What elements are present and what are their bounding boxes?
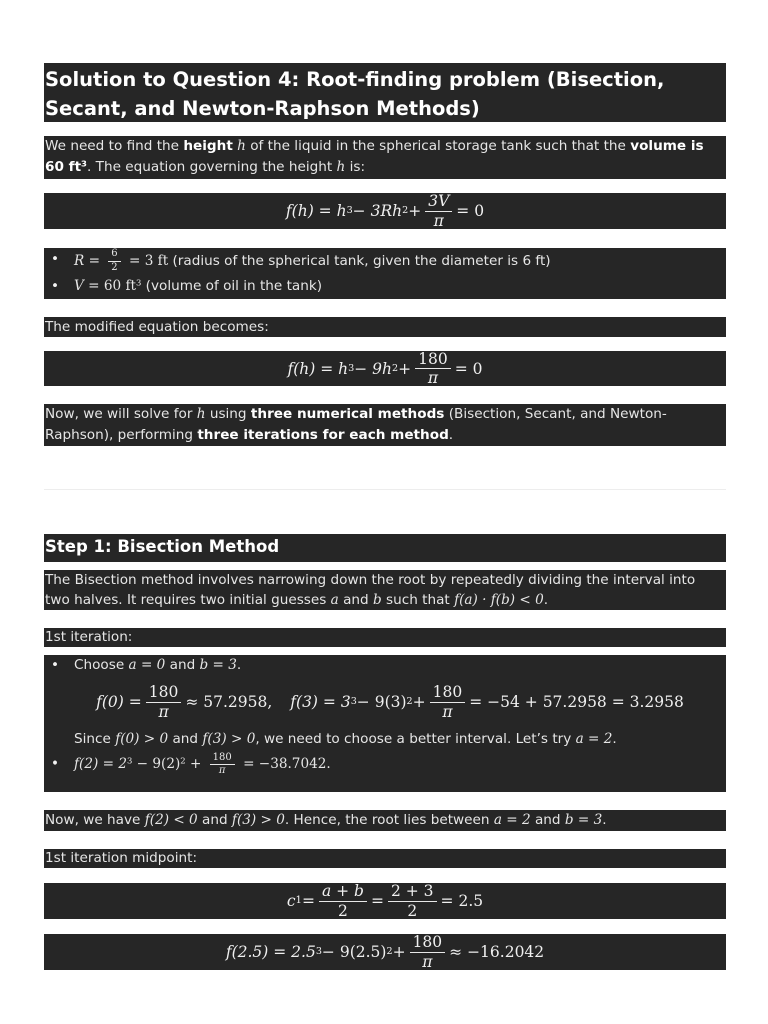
list-item-choose xyxy=(44,655,726,676)
iter1-since-2: and xyxy=(168,731,203,747)
iter1-since-text xyxy=(44,728,726,752)
param-v-text: (volume of oil in the tank) xyxy=(141,278,323,294)
param-r-fraction xyxy=(108,249,120,273)
f25-numerator: 180 xyxy=(410,934,446,952)
param-v-value: = 60 ft xyxy=(83,278,136,294)
iter1-since-f3: f(3) > 0 xyxy=(202,731,256,747)
param-v-exp: 3 xyxy=(135,277,142,288)
eq2-rhs: = 0 xyxy=(454,359,483,378)
iter1-f2-mid: − 9(2) xyxy=(132,756,181,772)
c1-eq2: = xyxy=(370,892,384,910)
iter1-choose: Choose xyxy=(74,657,129,673)
list-item-f2 xyxy=(44,752,726,777)
iter1-since-1: Since xyxy=(74,731,116,747)
iteration1-block xyxy=(44,655,726,792)
page-title: Solution to Question 4: Root-finding problem (Bisection, Secant, and Newton-Raphson Methods) xyxy=(44,63,726,122)
step1-text-2: and xyxy=(338,592,373,608)
eq2-plus: + xyxy=(398,359,412,378)
iter1-f3-fraction xyxy=(430,684,466,720)
iter1-f3-lhs: f(3) = 3 xyxy=(290,693,351,711)
equation-governing: f(h) = h 3 − 3Rh 2 + $\frac{3V}{\pi}$ = 0 xyxy=(44,193,726,229)
iter1-since-f0: f(0) > 0 xyxy=(115,731,169,747)
step1-heading: Step 1: Bisection Method xyxy=(44,534,726,562)
c1-denominator-1: 2 xyxy=(338,901,348,920)
step1-text-1: The Bisection method involves narrowing down the root by repeatedly dividing the interval into two halves. It requires two initial guesses xyxy=(45,572,696,608)
methods-text-4: . xyxy=(448,427,454,443)
iter1-f0-denominator: π xyxy=(158,702,169,721)
midpoint-label: 1st iteration midpoint: xyxy=(44,849,726,868)
step1-var-b: b xyxy=(373,592,382,608)
step1-text-4: . xyxy=(543,592,549,608)
iter1-f2-exp2: 2 xyxy=(180,755,186,766)
c1-rhs: = 2.5 xyxy=(440,892,484,910)
iter1-f3-numerator: 180 xyxy=(430,684,466,702)
iter1-f2-exp1: 3 xyxy=(126,755,133,766)
param-r-eq: = xyxy=(84,253,105,269)
eq2-fraction xyxy=(415,351,451,387)
f25-plus: + xyxy=(392,943,406,961)
now-have-text-3: . Hence, the root lies between xyxy=(284,812,494,828)
iter1-f3-denominator: π xyxy=(442,702,453,721)
param-r-denominator: 2 xyxy=(111,261,118,273)
eq1-plus: + xyxy=(408,202,422,220)
param-r-value: = 3 ft xyxy=(124,253,169,269)
c1-fraction-2 xyxy=(388,883,437,919)
iter1-b-eq: b = 3 xyxy=(199,657,237,673)
now-have-b: b = 3 xyxy=(564,812,603,828)
equation-f-midpoint: f(2.5) = 2.5 3 − 9(2.5) 2 + $\frac{180}{\pi}$ ≈ −16.2042 xyxy=(44,934,726,970)
list-item-radius xyxy=(44,249,726,275)
methods-text-1: Now, we will solve for xyxy=(45,406,197,422)
methods-paragraph xyxy=(44,404,726,446)
f25-fraction xyxy=(410,934,446,970)
iter1-f2-rhs: = −38.7042. xyxy=(238,756,331,772)
now-have-text-4: and xyxy=(530,812,565,828)
step1-description xyxy=(44,570,726,610)
f25-lhs: f(2.5) = 2.5 xyxy=(225,943,316,961)
modified-equation-label: The modified equation becomes: xyxy=(44,317,726,337)
equation-midpoint: c 1 = $\frac{a + b}{2}$ = $\frac{2 + 3}{2}$ = 2.5 xyxy=(44,883,726,919)
eq1-lhs: f(h) = h xyxy=(285,202,347,220)
iter1-f0-numerator: 180 xyxy=(146,684,182,702)
methods-text-2: using xyxy=(205,406,251,422)
param-r-var: R xyxy=(74,253,85,269)
f25-denominator: π xyxy=(422,952,433,971)
now-have-text-2: and xyxy=(197,812,232,828)
eq1-numerator: 3V xyxy=(425,193,452,211)
intro-text-3: . The equation governing the height xyxy=(87,159,337,175)
section-divider xyxy=(44,489,726,490)
f25-rhs: ≈ −16.2042 xyxy=(449,943,545,961)
intro-bold-volume: volume is 60 ft³ xyxy=(45,138,704,175)
iter1-and: and xyxy=(165,657,200,673)
iter1-f2-denominator: π xyxy=(218,765,226,776)
iter1-f3-rhs: = −54 + 57.2958 = 3.2958 xyxy=(469,693,684,711)
iter1-f2-lhs: f(2) = 2 xyxy=(74,756,127,772)
intro-text-2: of the liquid in the spherical storage tank such that the xyxy=(245,138,631,154)
eq1-denominator: π xyxy=(433,211,444,230)
methods-var-h: h xyxy=(196,406,206,422)
iter1-f3-plus: + xyxy=(412,693,426,711)
iter1-f3-mid: − 9(3) xyxy=(356,693,407,711)
eq1-mid: − 3Rh xyxy=(352,202,403,220)
c1-numerator-2: 2 + 3 xyxy=(388,883,437,901)
intro-var-h: h xyxy=(237,138,246,154)
eq2-denominator: π xyxy=(427,369,439,387)
root-interval-text xyxy=(44,810,726,831)
iter1-f2-numerator: 180 xyxy=(210,753,235,766)
c1-numerator-1: a + b xyxy=(319,883,367,901)
f25-mid: − 9(2.5) xyxy=(321,943,387,961)
iter1-since-3: , we need to choose a better interval. Let’s try xyxy=(255,731,576,747)
now-have-f3: f(3) > 0 xyxy=(231,812,285,828)
iter1-a-eq: a = 0 xyxy=(128,657,166,673)
intro-text-1: We need to find the xyxy=(45,138,184,154)
iter1-since-a: a = 2 xyxy=(575,731,613,747)
methods-bold-1: three numerical methods xyxy=(250,406,445,422)
eq2-lhs: f(h) = h xyxy=(287,359,349,378)
eq2-numerator: 180 xyxy=(415,351,451,369)
iter1-f0-lhs: f(0) = xyxy=(96,693,142,711)
intro-paragraph xyxy=(44,136,726,179)
now-have-text-5: . xyxy=(602,812,607,828)
now-have-f2: f(2) < 0 xyxy=(144,812,198,828)
param-r-text: (radius of the spherical tank, given the diameter is 6 ft) xyxy=(168,253,551,269)
methods-text-3: (Bisection, Secant, and Newton-Raphson), performing xyxy=(45,406,667,443)
iteration1-label: 1st iteration: xyxy=(44,628,726,647)
list-item-volume xyxy=(44,275,726,297)
intro-var-h2: h xyxy=(336,159,346,175)
parameter-list xyxy=(44,248,726,299)
iter1-f2-plus: + xyxy=(185,756,206,772)
iter1-f-values: f(0) = $\frac{180}{\pi}$ ≈ 57.2958, f(3) = 3 3 − 9(3) 2 + $\frac{180}{\pi}$ = −54 + 57.2958 = 3.2958 xyxy=(96,683,684,721)
c1-eq: = xyxy=(301,892,315,910)
now-have-text-1: Now, we have xyxy=(45,812,145,828)
eq2-mid: − 9h xyxy=(354,359,393,378)
equation-modified: f(h) = h 3 − 9h 2 + $\frac{180}{\pi}$ = 0 xyxy=(44,351,726,386)
step1-text-3: such that xyxy=(381,592,455,608)
iter1-since-4: . xyxy=(612,731,617,747)
param-r-numerator: 6 xyxy=(108,249,120,262)
param-v-var: V xyxy=(74,278,84,294)
now-have-a: a = 2 xyxy=(493,812,531,828)
iter1-dot: . xyxy=(236,657,242,673)
intro-text-4: is: xyxy=(345,159,366,175)
intro-bold-height: height xyxy=(183,138,233,154)
eq1-fraction xyxy=(425,193,452,229)
c1-denominator-2: 2 xyxy=(407,901,418,920)
iter1-f0-rhs: ≈ 57.2958, xyxy=(185,693,273,711)
c1-fraction-1 xyxy=(319,883,367,919)
eq1-rhs: = 0 xyxy=(456,202,485,220)
step1-var-a: a xyxy=(330,592,339,608)
step1-condition: f(a) · f(b) < 0 xyxy=(454,592,544,608)
c1-var: c xyxy=(286,892,296,910)
iter1-f0-fraction xyxy=(146,684,182,720)
iter1-f2-fraction xyxy=(210,753,235,777)
methods-bold-2: three iterations for each method xyxy=(197,427,449,443)
